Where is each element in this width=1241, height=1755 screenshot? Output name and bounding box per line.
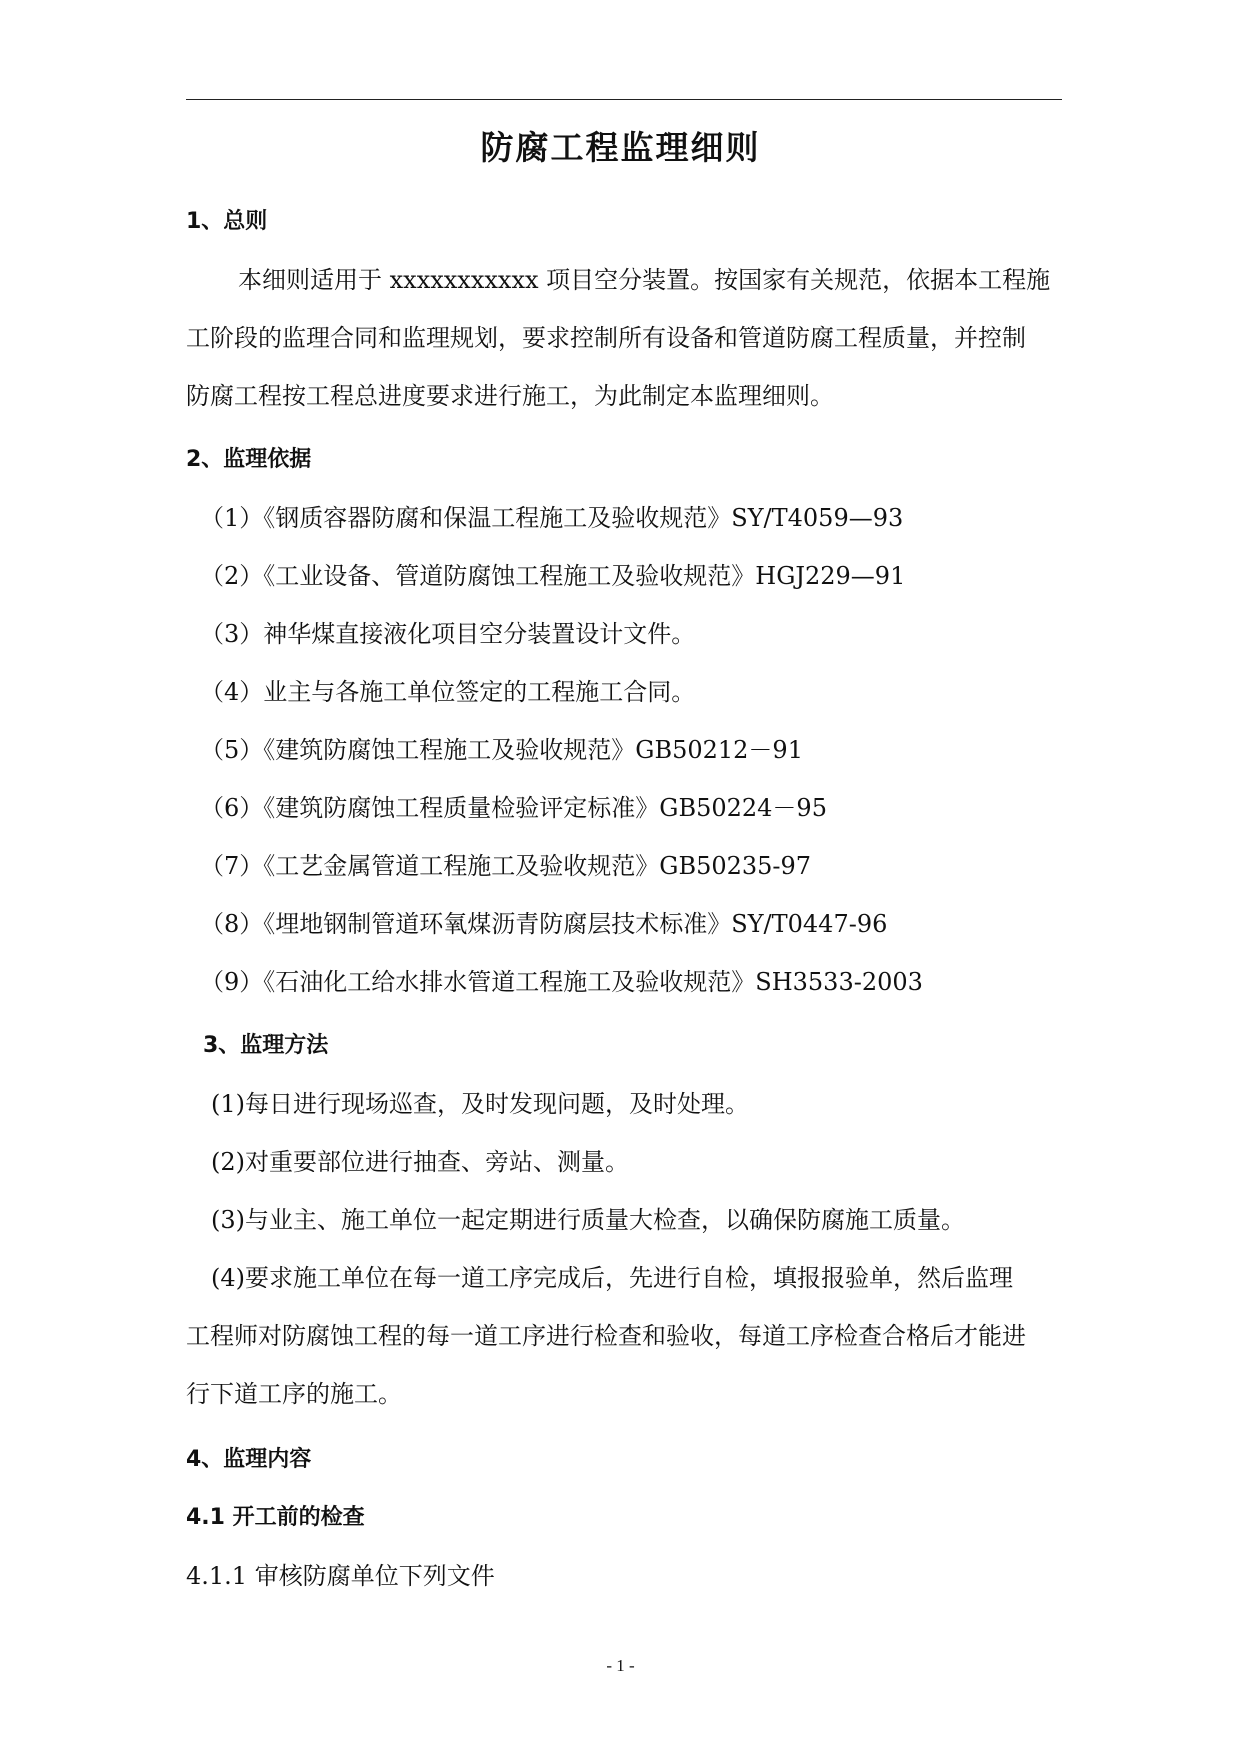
basis-item: （2）《工业设备、管道防腐蚀工程施工及验收规范》HGJ229—91 — [200, 562, 906, 590]
basis-item: （6）《建筑防腐蚀工程质量检验评定标准》GB50224－95 — [200, 794, 827, 822]
basis-item: （3）神华煤直接液化项目空分装置设计文件。 — [200, 620, 696, 648]
section-3-heading: 3、监理方法 — [203, 1033, 329, 1058]
basis-item: （5）《建筑防腐蚀工程施工及验收规范》GB50212－91 — [200, 736, 803, 764]
section-1-heading: 1、总则 — [186, 209, 268, 234]
basis-item: （4）业主与各施工单位签定的工程施工合同。 — [200, 678, 696, 706]
method-item-4-line-3: 行下道工序的施工。 — [186, 1380, 402, 1408]
basis-item: （7）《工艺金属管道工程施工及验收规范》GB50235-97 — [200, 852, 812, 880]
method-item-4-line-1: (4)要求施工单位在每一道工序完成后，先进行自检，填报报验单，然后监理 — [211, 1264, 1013, 1292]
section-2-heading: 2、监理依据 — [186, 447, 312, 472]
method-item: (1)每日进行现场巡查，及时发现问题，及时处理。 — [211, 1090, 749, 1118]
header-rule — [186, 99, 1062, 100]
subsection-4-1-1: 4.1.1 审核防腐单位下列文件 — [186, 1562, 495, 1590]
method-item: (2)对重要部位进行抽查、旁站、测量。 — [211, 1148, 629, 1176]
basis-item: （8）《埋地钢制管道环氧煤沥青防腐层技术标准》SY/T0447-96 — [200, 910, 888, 938]
basis-item: （1）《钢质容器防腐和保温工程施工及验收规范》SY/T4059—93 — [200, 504, 904, 532]
subsection-4-1-heading: 4.1 开工前的检查 — [186, 1505, 365, 1530]
method-item: (3)与业主、施工单位一起定期进行质量大检查，以确保防腐施工质量。 — [211, 1206, 965, 1234]
page-number: - 1 - — [606, 1656, 635, 1675]
section-1-paragraph-line-3: 防腐工程按工程总进度要求进行施工，为此制定本监理细则。 — [186, 382, 834, 410]
section-4-heading: 4、监理内容 — [186, 1447, 312, 1472]
document-title: 防腐工程监理细则 — [480, 128, 761, 167]
basis-item: （9）《石油化工给水排水管道工程施工及验收规范》SH3533-2003 — [200, 968, 923, 996]
method-item-4-line-2: 工程师对防腐蚀工程的每一道工序进行检查和验收，每道工序检查合格后才能进 — [186, 1322, 1026, 1350]
section-1-paragraph-line-2: 工阶段的监理合同和监理规划，要求控制所有设备和管道防腐工程质量，并控制 — [186, 324, 1026, 352]
section-1-paragraph-line-1: 本细则适用于 xxxxxxxxxxx 项目空分装置。按国家有关规范，依据本工程施 — [238, 266, 1051, 294]
